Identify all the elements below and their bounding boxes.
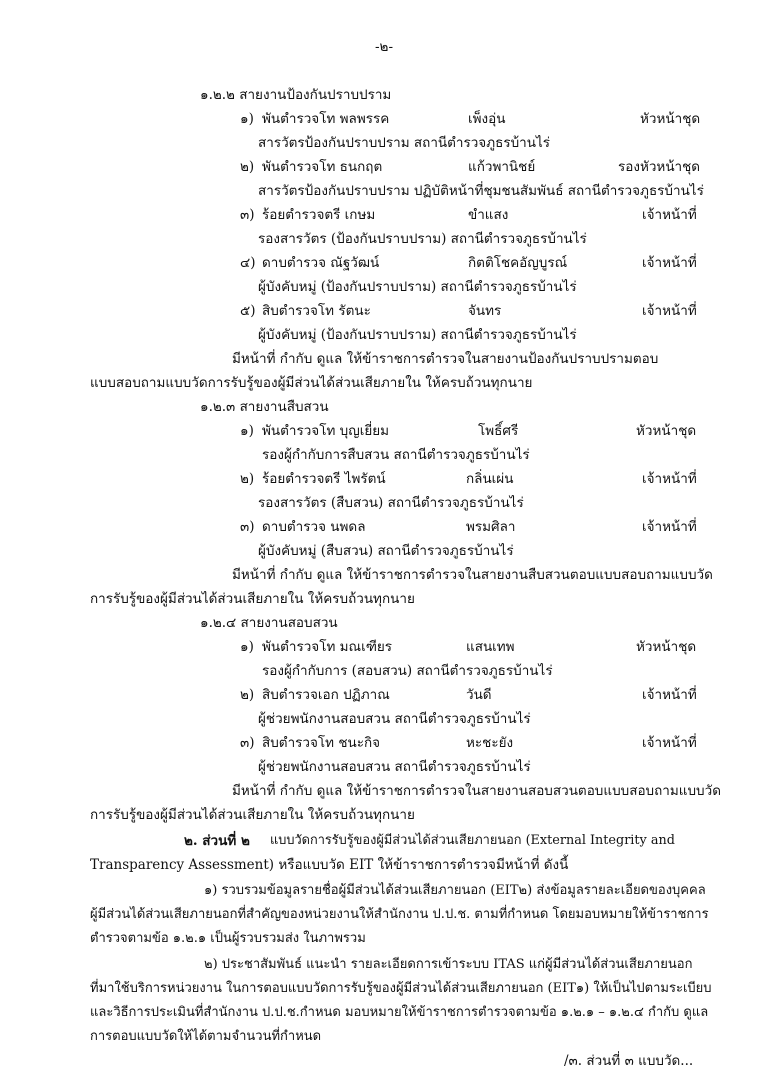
member-surname: ขำแสง bbox=[468, 207, 509, 223]
member-position: สารวัตรป้องกันปราบปราม ปฏิบัติหน้าที่ชุมชนสัมพันธ์ สถานีตำรวจภูธรบ้านไร่ bbox=[258, 183, 704, 199]
section-heading-1-2-3: ๑.๒.๓ สายงานสืบสวน bbox=[200, 399, 329, 415]
member-name: พันตำรวจโท พลพรรค bbox=[262, 111, 390, 127]
duty-text: แบบสอบถามแบบวัดการรับรู้ของผู้มีส่วนได้ส่วนเสียภายใน ให้ครบถ้วนทุกนาย bbox=[90, 375, 533, 391]
duty-text: การรับรู้ของผู้มีส่วนได้ส่วนเสียภายใน ให้ครบถ้วนทุกนาย bbox=[90, 807, 415, 823]
member-role: เจ้าหน้าที่ bbox=[642, 303, 697, 319]
page-number: -๒- bbox=[374, 39, 394, 55]
member-name: ดาบตำรวจ นพดล bbox=[262, 519, 366, 535]
part-2-item-2: และวิธีการประเมินที่สำนักงาน ป.ป.ช.กำหนด มอบหมายให้ข้าราชการตำรวจตามข้อ ๑.๒.๑ – ๑.๒.๔ กำกับ ดูแล bbox=[90, 1005, 709, 1020]
member-surname: กิตติโชคอัญบูรณ์ bbox=[468, 255, 568, 271]
member-surname: จันทร bbox=[468, 303, 502, 319]
part-2-label: ๒. ส่วนที่ ๒ bbox=[184, 833, 250, 849]
member-position: รองผู้กำกับการ (สอบสวน) สถานีตำรวจภูธรบ้านไร่ bbox=[262, 663, 553, 679]
member-position: ผู้บังคับหมู่ (ป้องกันปราบปราม) สถานีตำรวจภูธรบ้านไร่ bbox=[258, 279, 577, 295]
duty-text: มีหน้าที่ กำกับ ดูแล ให้ข้าราชการตำรวจในสายงานสืบสวนตอบแบบสอบถามแบบวัด bbox=[232, 567, 713, 583]
member-number: ๒) bbox=[240, 471, 255, 487]
member-name: ร้อยตำรวจตรี ไพรัตน์ bbox=[262, 471, 386, 487]
member-position: ผู้บังคับหมู่ (ป้องกันปราบปราม) สถานีตำรวจภูธรบ้านไร่ bbox=[258, 327, 577, 343]
member-position: ผู้บังคับหมู่ (สืบสวน) สถานีตำรวจภูธรบ้านไร่ bbox=[258, 543, 514, 559]
member-number: ๑) bbox=[240, 423, 254, 439]
member-surname: แก้วพานิชย์ bbox=[468, 159, 536, 175]
part-2-item-2: ที่มาใช้บริการหน่วยงาน ในการตอบแบบวัดการรับรู้ของผู้มีส่วนได้ส่วนเสียภายนอก (EIT๑) ให้เป็นไปตามระเบียบ bbox=[90, 981, 712, 996]
member-role: เจ้าหน้าที่ bbox=[642, 687, 697, 703]
member-role: เจ้าหน้าที่ bbox=[642, 255, 697, 271]
member-number: ๓) bbox=[240, 519, 255, 535]
member-role: เจ้าหน้าที่ bbox=[642, 735, 697, 751]
member-surname: หะชะยัง bbox=[466, 735, 514, 751]
member-number: ๑) bbox=[240, 111, 254, 127]
member-name: พันตำรวจโท มณเฑียร bbox=[262, 639, 393, 655]
member-position: รองสารวัตร (ป้องกันปราบปราม) สถานีตำรวจภูธรบ้านไร่ bbox=[258, 231, 587, 247]
member-name: สิบตำรวจโท ชนะกิจ bbox=[262, 735, 381, 751]
section-heading-1-2-2: ๑.๒.๒ สายงานป้องกันปราบปราม bbox=[200, 87, 392, 103]
member-number: ๑) bbox=[240, 639, 254, 655]
member-surname: โพธิ์ศรี bbox=[478, 423, 519, 439]
member-name: พันตำรวจโท บุญเยี่ยม bbox=[262, 423, 390, 439]
member-number: ๒) bbox=[240, 687, 255, 703]
member-name: ดาบตำรวจ ณัฐวัฒน์ bbox=[262, 255, 380, 271]
member-name: สิบตำรวจเอก ปฏิภาณ bbox=[262, 687, 390, 703]
part-2-item-1: ๑) รวบรวมข้อมูลรายชื่อผู้มีส่วนได้ส่วนเสียภายนอก (EIT๒) ส่งข้อมูลรายละเอียดของบุคคล bbox=[204, 883, 706, 898]
member-name: สิบตำรวจโท รัตนะ bbox=[262, 303, 371, 319]
member-position: รองผู้กำกับการสืบสวน สถานีตำรวจภูธรบ้านไร่ bbox=[262, 447, 530, 463]
member-role: เจ้าหน้าที่ bbox=[642, 207, 697, 223]
member-role: เจ้าหน้าที่ bbox=[642, 519, 697, 535]
member-position: รองสารวัตร (สืบสวน) สถานีตำรวจภูธรบ้านไร่ bbox=[258, 495, 524, 511]
part-2-item-2: การตอบแบบวัดให้ได้ตามจำนวนที่กำหนด bbox=[90, 1029, 322, 1044]
member-number: ๓) bbox=[240, 735, 255, 751]
member-role: เจ้าหน้าที่ bbox=[642, 471, 697, 487]
member-position: สารวัตรป้องกันปราบปราม สถานีตำรวจภูธรบ้านไร่ bbox=[258, 135, 551, 151]
part-2-item-2: ๒) ประชาสัมพันธ์ แนะนำ รายละเอียดการเข้าระบบ ITAS แก่ผู้มีส่วนได้ส่วนเสียภายนอก bbox=[204, 957, 693, 972]
part-2-item-1: ตำรวจตามข้อ ๑.๒.๑ เป็นผู้รวบรวมส่ง ในภาพรวม bbox=[90, 931, 366, 946]
member-surname: แสนเทพ bbox=[466, 639, 515, 655]
member-role: รองหัวหน้าชุด bbox=[618, 159, 701, 175]
section-heading-1-2-4: ๑.๒.๔ สายงานสอบสวน bbox=[200, 615, 338, 631]
member-role: หัวหน้าชุด bbox=[640, 111, 701, 127]
continuation-note: /๓. ส่วนที่ ๓ แบบวัด... bbox=[564, 1053, 694, 1069]
part-2-title-continued: Transparency Assessment) หรือแบบวัด EIT ให้ข้าราชการตำรวจมีหน้าที่ ดังนี้ bbox=[90, 857, 569, 873]
duty-text: มีหน้าที่ กำกับ ดูแล ให้ข้าราชการตำรวจในสายงานสอบสวนตอบแบบสอบถามแบบวัด bbox=[232, 783, 721, 799]
duty-text: มีหน้าที่ กำกับ ดูแล ให้ข้าราชการตำรวจในสายงานป้องกันปราบปรามตอบ bbox=[232, 351, 659, 367]
member-name: ร้อยตำรวจตรี เกษม bbox=[262, 207, 376, 223]
member-surname: วันดี bbox=[466, 687, 492, 703]
member-surname: เพ็งอุ่น bbox=[468, 111, 506, 127]
member-number: ๔) bbox=[240, 255, 256, 271]
member-position: ผู้ช่วยพนักงานสอบสวน สถานีตำรวจภูธรบ้านไร่ bbox=[258, 759, 531, 775]
member-surname: พรมศิลา bbox=[466, 519, 516, 535]
member-number: ๓) bbox=[240, 207, 255, 223]
member-number: ๒) bbox=[240, 159, 255, 175]
member-role: หัวหน้าชุด bbox=[636, 639, 697, 655]
member-surname: กลิ่นเผ่น bbox=[466, 471, 514, 487]
part-2-title: แบบวัดการรับรู้ของผู้มีส่วนได้ส่วนเสียภายนอก (External Integrity and bbox=[270, 833, 675, 848]
duty-text: การรับรู้ของผู้มีส่วนได้ส่วนเสียภายใน ให้ครบถ้วนทุกนาย bbox=[90, 591, 415, 607]
member-position: ผู้ช่วยพนักงานสอบสวน สถานีตำรวจภูธรบ้านไร่ bbox=[258, 711, 531, 727]
member-number: ๕) bbox=[240, 303, 256, 319]
member-role: หัวหน้าชุด bbox=[636, 423, 697, 439]
part-2-item-1: ผู้มีส่วนได้ส่วนเสียภายนอกที่สำคัญของหน่วยงานให้สำนักงาน ป.ป.ช. ตามที่กำหนด โดยมอบหมายให้ข้าราชการ bbox=[90, 907, 709, 922]
member-name: พันตำรวจโท ธนกฤต bbox=[262, 159, 383, 175]
